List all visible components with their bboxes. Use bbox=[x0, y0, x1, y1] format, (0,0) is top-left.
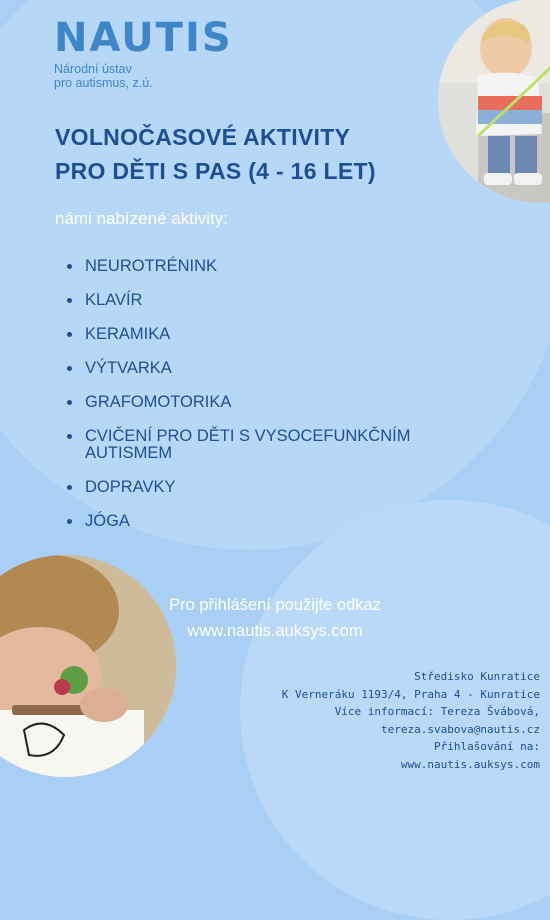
page-title-line1: VOLNOČASOVÉ AKTIVITY bbox=[55, 124, 351, 150]
page-title-line2: PRO DĚTI S PAS (4 - 16 LET) bbox=[55, 158, 376, 184]
list-item bbox=[65, 326, 425, 343]
activity-label: VÝTVARKA bbox=[85, 359, 172, 377]
contact-signup-label: Přihlašování na: bbox=[434, 740, 540, 753]
list-item bbox=[65, 513, 425, 530]
bullet-dot-icon bbox=[67, 400, 72, 405]
list-item bbox=[65, 292, 425, 309]
list-item bbox=[65, 479, 425, 496]
contact-person: Více informací: Tereza Švábová, bbox=[334, 705, 540, 718]
activity-label: DOPRAVKY bbox=[85, 478, 176, 496]
contact-email[interactable]: tereza.svabova@nautis.cz bbox=[381, 722, 540, 736]
activities-intro: námi nabízené aktivity: bbox=[55, 209, 228, 228]
contact-center-name: Středisko Kunratice bbox=[414, 670, 540, 683]
logo-subtitle-line1: Národní ústav bbox=[54, 62, 132, 76]
activity-label: KLAVÍR bbox=[85, 291, 143, 309]
nautis-logo bbox=[54, 15, 233, 90]
bullet-dot-icon bbox=[67, 434, 72, 439]
logo-wordmark: NAUTIS bbox=[54, 15, 233, 61]
registration-info bbox=[140, 592, 410, 644]
activity-label: NEUROTRÉNINK bbox=[85, 257, 218, 275]
list-item bbox=[65, 360, 425, 377]
child-photo-bottom bbox=[0, 555, 176, 777]
list-item bbox=[65, 258, 425, 275]
bullet-dot-icon bbox=[67, 298, 72, 303]
activity-label: JÓGA bbox=[85, 512, 130, 530]
list-item bbox=[65, 394, 425, 411]
contact-address: K Verneráku 1193/4, Praha 4 - Kunratice bbox=[281, 687, 540, 701]
activity-label: CVIČENÍ PRO DĚTI S VYSOCEFUNKČNÍM AUTISMEM bbox=[85, 427, 411, 462]
activities-list bbox=[65, 258, 425, 547]
activity-label: GRAFOMOTORIKA bbox=[85, 393, 232, 411]
bullet-dot-icon bbox=[67, 366, 72, 371]
logo-subtitle bbox=[54, 62, 233, 90]
bullet-dot-icon bbox=[67, 485, 72, 490]
activity-label: KERAMIKA bbox=[85, 325, 171, 343]
bullet-dot-icon bbox=[67, 519, 72, 524]
bullet-dot-icon bbox=[67, 264, 72, 269]
page-title bbox=[55, 120, 376, 188]
contact-signup-link[interactable]: www.nautis.auksys.com bbox=[400, 757, 540, 771]
registration-prompt: Pro přihlášení použijte odkaz bbox=[169, 596, 381, 614]
bullet-dot-icon bbox=[67, 332, 72, 337]
contact-info bbox=[282, 668, 540, 773]
list-item bbox=[65, 428, 425, 462]
logo-subtitle-line2: pro autismus, z.ú. bbox=[54, 76, 153, 90]
registration-link[interactable]: www.nautis.auksys.com bbox=[187, 622, 363, 640]
